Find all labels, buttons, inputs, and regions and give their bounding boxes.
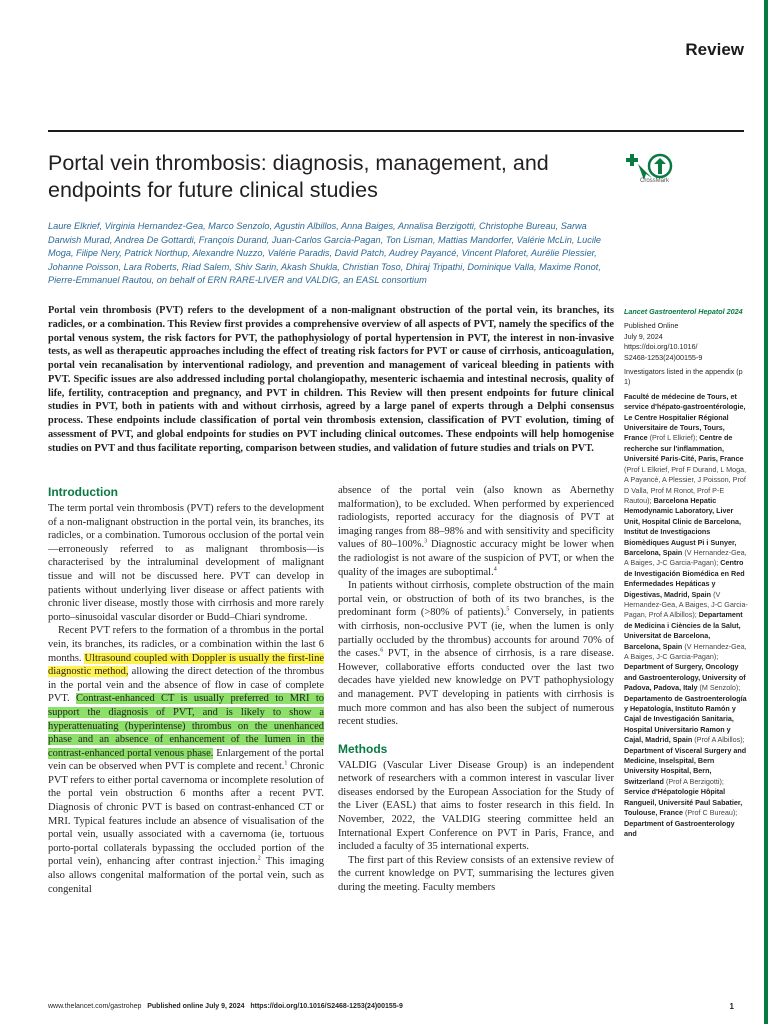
affiliation-authors: (V Hernandez-Gea, A Baiges, J-C Garcia-Pagan, Prof A Albillos);: [624, 589, 748, 620]
reference-6[interactable]: 6: [380, 647, 384, 654]
reference-3[interactable]: 3: [424, 538, 428, 545]
page-footer: [48, 1003, 403, 1010]
methods-paragraph-2: The first part of this Review consists of an extensive review of the current knowledge on PVT, summarising the lectures given during the meeting. Faculty members: [338, 854, 614, 894]
affiliation-institution: Departamento de Gastroenterología y Hepatología, Instituto Ramón y Cajal de Investigación Sanitaria, Hospital Universitario Ramon y Cajal, Madrid, Spain: [624, 693, 747, 745]
affiliation-authors: (Prof L Elkrief);: [647, 433, 700, 443]
intro-paragraph-3: absence of the portal vein (also known as Abernethy malformation), to be excluded. When performed by experienced radiologists, reported accuracy for the diagnosis of PVT at imaging ranges from 88–98% and with sensitivity and specificity values of 80–100%.$^3$ Diagnostic accuracy might be lower when the radiologist is not aware of the suspicion of PVT, or when the quality of the images are suboptimal.$^4$: [338, 485, 614, 578]
affiliations: [624, 392, 748, 839]
intro-paragraph-2: Recent PVT refers to the formation of a thrombus in the portal vein, its branches, its radicles, or a combination within the last 6 months. Ultrasound coupled with Doppler is usually the first-line diagnostic method, allowing the direct detection of the thrombus in the portal vein and the absence of flow in case of complete PVT. Contrast-enhanced CT is usually preferred to MRI to support the diagnosis of PVT, and is likely to show a hyperattenuating (hyperintense) thrombus on the unenhanced phase and an absence of enhancement of the lumen in the contrast-enhanced portal venous phase. Enlargement of the portal vein can be observed when PVT is complete and recent.$^1$ Chronic PVT refers to either portal cavernoma or incomplete resolution of the portal vein obstruction 6 months after a recent PVT. Diagnosis of chronic PVT is based on contrast-enhanced CT or MRI. Typical features include an absence of visualisation of the portal vein, usually associated with a cavernoma (ie, tortuous porto-portal collaterals bypassing the occluded portion of the portal vein), enhancing after contrast injection.$^2$ This imaging also allows congenital malformation of the portal vein, such as congenital: [48, 625, 325, 895]
affiliation-institution: Department of Gastroenterology and: [624, 818, 735, 838]
affiliation-institution: Centre de recherche sur l'inflammation, Université Paris-Cité, Paris, France: [624, 433, 744, 464]
affiliation-authors: (V Hernandez-Gea, A Baiges, J-C Garcia-Pagan);: [624, 547, 747, 568]
affiliation-institution: Barcelona Hepatic Hemodynamic Laboratory, Liver Unit, Hospital Clinic de Barcelona, Institut de Investigacions Biomèdiques August Pi i Sunyer, Barcelona, Spain: [624, 495, 742, 557]
affiliation-authors: (Prof A Albillos);: [692, 735, 745, 745]
article-title: Portal vein thrombosis: diagnosis, management, and endpoints for future clinical studies: [48, 151, 549, 202]
affiliation-institution: Faculté de médecine de Tours, et service d'hépato-gastroentérologie, Le Centre Hospitalier Régional Universitaire de Tours, Tours, France: [624, 391, 746, 443]
body-column-left: [48, 484, 324, 896]
affiliation-institution: Centro de Investigación Biomédica en Red Enfermedades Hepáticas y Digestivas, Madrid, Spain: [624, 558, 745, 599]
header-rule: [48, 130, 744, 132]
page-number: 1: [729, 1002, 734, 1011]
crossmark-badge[interactable]: [624, 150, 678, 190]
affiliation-institution: Service d'Hépatologie Hôpital Rangueil, Université Paul Sabatier, Toulouse, France: [624, 787, 743, 818]
abstract: Portal vein thrombosis (PVT) refers to the development of a non-malignant obstruction of the portal vein, its branches, its radicles, or a combination. This Review first provides a comprehensive overview of all aspects of PVT, namely the specifics of the portal venous system, the risk factors for PVT, the pathophysiology of portal hypertension in PVT, the interest in non-invasive tests, as well as therapeutic approaches including the effect of treating risk factors for PVT or cause of cirrhosis, anticoagulation, portal vein recanalisation by interventional radiology, and prevention and management of variceal bleeding in patients with PVT. Specific issues are also addressed including portal cholangiopathy, mesenteric ischaemia and intestinal necrosis, quality of life, fertility, contraception and pregnancy, and PVT in children. This Review will then present endpoints for future clinical studies in PVT, both in patients with and without cirrhosis, agreed by a large panel of experts through a Delphi consensus process. These endpoints include classification of portal vein thrombosis extension, classification of PVT evolution, timing of assessment of PVT, and global endpoints for studies on PVT including clinical outcomes. These endpoints will help homogenise studies on PVT and thus facilitate reporting, comparison between studies, and validation of future studies and trials on PVT.: [48, 305, 614, 454]
body-column-right: [338, 484, 614, 895]
section-label: Review: [685, 40, 744, 59]
author-list: Laure Elkrief, Virginia Hernandez-Gea, Marco Senzolo, Agustin Albillos, Anna Baiges, Annalisa Berzigotti, Christophe Bureau, Sarwa Darwish Murad, Andrea De Gottardi, François Durand, Juan-Carlos Garcia-Pagan, Ton Lisman, Mattias Mandorfer, Valérie McLin, Lucile Moga, Filipe Nery, Patrick Northup, Alexandre Nuzzo, Valérie Paradis, David Patch, Audrey Payancé, Vincent Plaforet, Aurélie Plessier, Johanne Poisson, Lara Roberts, Riad Salem, Shiv Sarin, Akash Shukla, Christian Toso, Dhiraj Tripathi, Dominique Valla, Maxime Ronot, Pierre-Emmanuel Rautou, on behalf of ERN RARE-LIVER and VALDIG, an EASL consortium: [48, 221, 602, 286]
page-edge-bar: [764, 0, 768, 1024]
intro-paragraph-1: The term portal vein thrombosis (PVT) refers to the development of a non-malignant obstruction in the portal vein, its branches, its radicles, or a combination. Tumorous occlusion of the portal vein—erroneously referred to as malignant thrombosis—is characterised by the intraluminal development of malignant tissue and will not be discussed here. PVT can develop in patients without underlying liver disease or affect patients with chronic liver disease, mostly those with cirrhosis and more rarely porto–sinusoidal vascular disorder or Budd–Chiari syndrome.: [48, 503, 324, 623]
reference-4[interactable]: 4: [493, 566, 497, 573]
affiliation-institution: Department of Surgery, Oncology and Gastroenterology, University of Padova, Padova, Italy: [624, 662, 746, 693]
affiliation-authors: (Prof A Berzigotti);: [663, 776, 724, 786]
reference-5[interactable]: 5: [506, 606, 510, 613]
affiliation-authors: (V Hernandez-Gea, A Baiges, J-C Garcia-Pagan);: [624, 641, 747, 661]
affiliation-institution: Department of Visceral Surgery and Medicine, Inselspital, Bern University Hospital, Bern, Switzerland: [624, 745, 747, 786]
heading-introduction: Introduction: [48, 485, 118, 499]
footer-published: Published online July 9, 2024: [147, 1003, 245, 1010]
methods-paragraph-1: VALDIG (Vascular Liver Disease Group) is an independent network of researchers with a common interest in vascular liver diseases endorsed by the European Association for the Study of the Liver (EASL) that aims to foster research in this field. In November, 2022, the VALDIG steering committee held an International Expert Conference on PVT in Paris, France, and included a faculty of 35 international experts.: [338, 759, 614, 853]
footer-doi[interactable]: https://doi.org/10.1016/S2468-1253(24)00155-9: [250, 1003, 403, 1010]
affiliation-authors: (Prof C Bureau);: [682, 808, 738, 818]
highlight-ultrasound[interactable]: Ultrasound coupled with Doppler is usually the first-line diagnostic method,: [48, 652, 325, 678]
sidebar-notes: [624, 307, 748, 843]
highlight-contrast-ct[interactable]: Contrast-enhanced CT is usually preferred to MRI to support the diagnosis of PVT, and is likely to show a hyperattenuating (hyperintense) thrombus on the unenhanced phase and an absence of enhancement of the lumen in the contrast-enhanced portal venous phase.: [48, 693, 324, 759]
intro-paragraph-4: In patients without cirrhosis, complete obstruction of the main portal vein, or obstruction of both of its two branches, is the predominant form (>80% of patients).$^5$ Conversely, in patients with cirrhosis, non-occlusive PVT (ie, when the lumen is only partially occluded by the thrombus) accounts for around 70% of the cases.$^6$ PVT, in the absence of cirrhosis, is a rare disease. However, collaborative efforts conducted over the last two decades have yielded new knowledge on PVT pathophysiology and management. PVT developing in patients with cirrhosis is much more common and has also been the subject of numerous recent studies.: [338, 580, 615, 728]
heading-methods: Methods: [338, 741, 388, 756]
crossmark-icon: [624, 150, 678, 190]
journal-citation: Lancet Gastroenterol Hepatol 2024: [624, 307, 743, 316]
footer-site[interactable]: www.thelancet.com/gastrohep: [48, 1003, 142, 1010]
reference-1[interactable]: 1: [284, 760, 288, 767]
affiliation-authors: (Prof L Elkrief, Prof F Durand, L Moga, A Payancé, A Plessier, J Poisson, Prof D Valla, Prof M Ronot, Prof P-E Rautou);: [624, 464, 747, 505]
investigators-note: Investigators listed in the appendix (p 1): [624, 367, 743, 387]
published-online[interactable]: Published Online July 9, 2024 https://doi.org/10.1016/ S2468-1253(24)00155-9: [624, 321, 703, 362]
reference-2[interactable]: 2: [257, 855, 261, 862]
affiliation-authors: (M Senzolo);: [697, 683, 741, 693]
affiliation-institution: Departament de Medicina i Ciències de la Salut, Universitat de Barcelona, Barcelona, Spain: [624, 610, 743, 651]
crossmark-label: CrossMark: [640, 178, 670, 184]
